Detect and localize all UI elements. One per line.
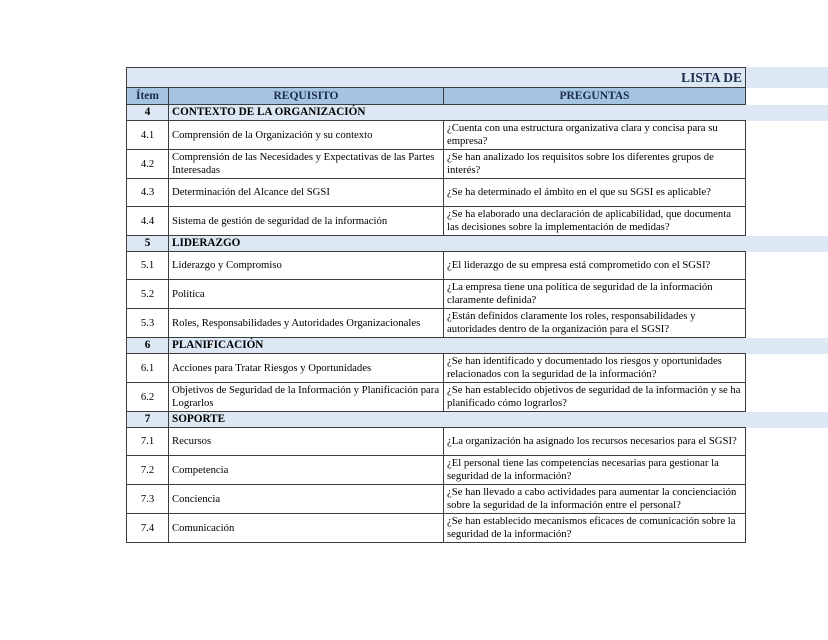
pregunta-cell: ¿Se han analizado los requisitos sobre los diferentes grupos de interés? [444,150,746,179]
section-id-cell: 5 [127,236,169,252]
item-cell: 7.3 [127,485,169,514]
table-row [126,252,828,280]
pregunta-cell: ¿Se ha elaborado una declaración de aplicabilidad, que documenta las decisiones sobre la implementación de medidas? [444,207,746,236]
item-cell: 5.2 [127,280,169,309]
item-cell: 4.4 [127,207,169,236]
pregunta-cell: ¿Cuenta con una estructura organizativa clara y concisa para su empresa? [444,121,746,150]
requisito-cell: Sistema de gestión de seguridad de la información [169,207,444,236]
section-cells [126,105,746,121]
table-row [126,150,828,179]
table-row-cells [126,309,746,338]
section-cells [126,236,746,252]
item-cell: 7.1 [127,428,169,456]
section-row [126,236,828,252]
row-right-margin [746,179,828,207]
table-row [126,428,828,456]
section-name-cell: LIDERAZGO [169,236,746,252]
requisito-cell: Comprensión de la Organización y su contexto [169,121,444,150]
requisito-cell: Política [169,280,444,309]
section-band-extension [746,105,828,121]
table-header-cells [126,88,746,105]
table-row [126,121,828,150]
table-row-cells [126,252,746,280]
requisito-cell: Objetivos de Seguridad de la Información y Planificación para Lograrlos [169,383,444,412]
section-band-extension [746,338,828,354]
row-right-margin [746,485,828,514]
table-row-cells [126,354,746,383]
table-row [126,207,828,236]
section-id-cell: 7 [127,412,169,428]
section-cells [126,338,746,354]
row-right-margin [746,456,828,485]
requisito-cell: Acciones para Tratar Riesgos y Oportunidades [169,354,444,383]
table-row-cells [126,428,746,456]
pregunta-cell: ¿Se han llevado a cabo actividades para aumentar la concienciación sobre la seguridad de la información entre el personal? [444,485,746,514]
requisito-cell: Comunicación [169,514,444,543]
table-row [126,514,828,543]
table-row-cells [126,514,746,543]
row-right-margin [746,252,828,280]
requisito-cell: Competencia [169,456,444,485]
requisito-cell: Determinación del Alcance del SGSI [169,179,444,207]
table-row-cells [126,150,746,179]
pregunta-cell: ¿La empresa tiene una política de seguridad de la información claramente definida? [444,280,746,309]
pregunta-cell: ¿El personal tiene las competencias necesarias para gestionar la seguridad de la información? [444,456,746,485]
section-id-cell: 6 [127,338,169,354]
pregunta-cell: ¿Se han establecido mecanismos eficaces de comunicación sobre la seguridad de la información? [444,514,746,543]
row-right-margin [746,121,828,150]
section-band-extension [746,412,828,428]
section-band-extension [746,236,828,252]
column-header-item: Ítem [127,88,169,105]
section-cells [126,412,746,428]
table-header-row [126,88,828,105]
column-header-requisito: REQUISITO [169,88,444,105]
page-title-cell [126,67,746,88]
table-row [126,456,828,485]
section-row [126,412,828,428]
row-right-margin [746,309,828,338]
header-band-extension [746,88,828,105]
row-right-margin [746,354,828,383]
item-cell: 6.1 [127,354,169,383]
section-row [126,105,828,121]
section-name-cell: PLANIFICACIÓN [169,338,746,354]
page-title: LISTA DE [681,69,742,85]
table-row [126,485,828,514]
requisito-cell: Comprensión de las Necesidades y Expectativas de las Partes Interesadas [169,150,444,179]
row-right-margin [746,428,828,456]
table-row [126,383,828,412]
row-right-margin [746,280,828,309]
title-band-extension [746,67,828,88]
pregunta-cell: ¿Se han establecido objetivos de seguridad de la información y se ha planificado cómo lograrlos? [444,383,746,412]
section-name-cell: CONTEXTO DE LA ORGANIZACIÓN [169,105,746,121]
title-row [126,67,828,88]
column-header-preguntas: PREGUNTAS [444,88,746,105]
row-right-margin [746,514,828,543]
requisito-cell: Liderazgo y Compromiso [169,252,444,280]
table-row-cells [126,383,746,412]
pregunta-cell: ¿El liderazgo de su empresa está comprometido con el SGSI? [444,252,746,280]
pregunta-cell: ¿Se han identificado y documentado los riesgos y oportunidades relacionados con la seguridad de la información? [444,354,746,383]
table-row [126,309,828,338]
item-cell: 4.3 [127,179,169,207]
table-row-cells [126,121,746,150]
item-cell: 7.2 [127,456,169,485]
pregunta-cell: ¿La organización ha asignado los recursos necesarios para el SGSI? [444,428,746,456]
table-row-cells [126,207,746,236]
row-right-margin [746,150,828,179]
pregunta-cell: ¿Están definidos claramente los roles, responsabilidades y autoridades dentro de la organización para el SGSI? [444,309,746,338]
row-right-margin [746,383,828,412]
item-cell: 5.1 [127,252,169,280]
requisito-cell: Conciencia [169,485,444,514]
table-row-cells [126,485,746,514]
item-cell: 5.3 [127,309,169,338]
item-cell: 4.1 [127,121,169,150]
table-row [126,354,828,383]
item-cell: 4.2 [127,150,169,179]
requisito-cell: Recursos [169,428,444,456]
requisito-cell: Roles, Responsabilidades y Autoridades Organizacionales [169,309,444,338]
table-row-cells [126,179,746,207]
row-right-margin [746,207,828,236]
section-name-cell: SOPORTE [169,412,746,428]
section-row [126,338,828,354]
checklist-body [126,105,828,543]
table-row [126,179,828,207]
checklist-table [126,67,828,543]
item-cell: 6.2 [127,383,169,412]
table-row-cells [126,280,746,309]
table-row [126,280,828,309]
section-id-cell: 4 [127,105,169,121]
item-cell: 7.4 [127,514,169,543]
table-row-cells [126,456,746,485]
pregunta-cell: ¿Se ha determinado el ámbito en el que su SGSI es aplicable? [444,179,746,207]
